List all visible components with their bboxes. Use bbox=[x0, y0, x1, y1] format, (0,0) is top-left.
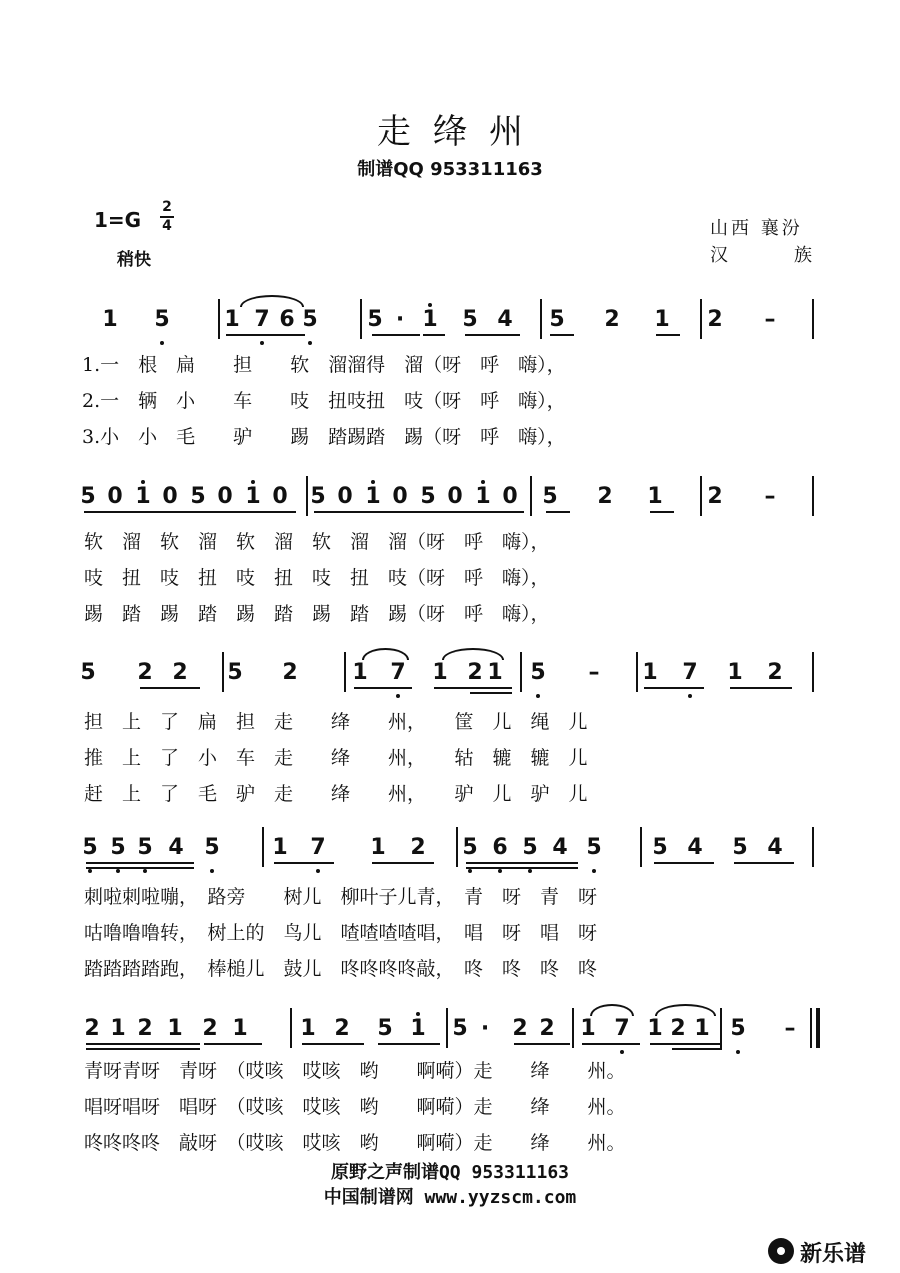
rhythm-underline bbox=[644, 687, 704, 689]
note: 2 bbox=[604, 307, 620, 332]
note: 5 bbox=[82, 835, 98, 860]
rhythm-underline bbox=[354, 687, 412, 689]
note: 7 bbox=[614, 1016, 630, 1041]
note: 1 bbox=[727, 660, 743, 685]
note: 5 bbox=[377, 1016, 393, 1041]
note: 1 bbox=[580, 1016, 596, 1041]
note: 1 bbox=[647, 1016, 663, 1041]
note: 5 bbox=[542, 484, 558, 509]
bar-line bbox=[222, 652, 224, 692]
note: 5 bbox=[204, 835, 220, 860]
note: 2 bbox=[467, 660, 483, 685]
time-signature bbox=[160, 200, 174, 234]
key-signature: 1=G bbox=[94, 208, 142, 232]
slur bbox=[362, 648, 409, 660]
note: 5 bbox=[530, 660, 546, 685]
footer-credit: 原野之声制谱QQ 953311163 bbox=[330, 1162, 570, 1183]
note: 1 bbox=[647, 484, 663, 509]
note: 5 bbox=[80, 484, 96, 509]
low-octave-dot bbox=[688, 694, 692, 698]
note: · bbox=[395, 307, 405, 332]
note: 5 bbox=[80, 660, 96, 685]
bar-line bbox=[360, 299, 362, 339]
note: 0 bbox=[217, 484, 233, 509]
note: 1 bbox=[300, 1016, 316, 1041]
note: – bbox=[764, 307, 776, 332]
lyric-line: 咕噜噜噜转， 树上的 鸟儿 喳喳喳喳唱， 唱 呀 唱 呀 bbox=[84, 922, 598, 944]
note: 1 bbox=[654, 307, 670, 332]
note: 5 bbox=[302, 307, 318, 332]
rhythm-underline bbox=[656, 334, 680, 336]
time-signature-top: 2 bbox=[162, 199, 172, 215]
note: 5 bbox=[462, 307, 478, 332]
note: 5 bbox=[452, 1016, 468, 1041]
bar-line bbox=[446, 1008, 448, 1048]
low-octave-dot bbox=[308, 341, 312, 345]
bar-line bbox=[530, 476, 532, 516]
note: 1 bbox=[245, 484, 261, 509]
rhythm-underline bbox=[730, 687, 792, 689]
note: 2 bbox=[539, 1016, 555, 1041]
note: 5 bbox=[549, 307, 565, 332]
rhythm-underline bbox=[372, 862, 434, 864]
note: 5 bbox=[137, 835, 153, 860]
bar-line bbox=[290, 1008, 292, 1048]
lyric-line: 踢 踏 踢 踏 踢 踏 踢 踏 踢（呀 呼 嗨）， bbox=[84, 603, 550, 625]
note: 1 bbox=[352, 660, 368, 685]
lyric-line: 咚咚咚咚 敲呀 （哎咳 哎咳 哟 啊嗬）走 绛 州。 bbox=[84, 1132, 626, 1154]
rhythm-underline bbox=[654, 862, 714, 864]
bar-line bbox=[262, 827, 264, 867]
rhythm-underline bbox=[465, 334, 520, 336]
origin-ethnicity-right: 族 bbox=[794, 245, 812, 266]
rhythm-underline bbox=[650, 1043, 722, 1045]
low-octave-dot bbox=[536, 694, 540, 698]
note: 2 bbox=[767, 660, 783, 685]
note: 5 bbox=[110, 835, 126, 860]
note: – bbox=[764, 484, 776, 509]
page-subtitle: 制谱QQ 953311163 bbox=[357, 159, 543, 180]
lyric-line: 唱呀唱呀 唱呀 （哎咳 哎咳 哟 啊嗬）走 绛 州。 bbox=[84, 1096, 626, 1118]
note: 1 bbox=[365, 484, 381, 509]
rhythm-underline bbox=[302, 1043, 364, 1045]
slur bbox=[240, 295, 304, 307]
low-octave-dot bbox=[88, 869, 92, 873]
note: 0 bbox=[162, 484, 178, 509]
bar-line bbox=[306, 476, 308, 516]
note: 4 bbox=[552, 835, 568, 860]
note: 2 bbox=[707, 307, 723, 332]
note: 2 bbox=[84, 1016, 100, 1041]
note: 7 bbox=[682, 660, 698, 685]
rhythm-underline bbox=[423, 334, 445, 336]
high-octave-dot bbox=[428, 303, 432, 307]
slur bbox=[590, 1004, 634, 1016]
lyric-line: 1.一 根 扁 担 软 溜溜得 溜（呀 呼 嗨）， bbox=[82, 354, 566, 376]
note: 5 bbox=[652, 835, 668, 860]
bar-line bbox=[700, 476, 702, 516]
note: 1 bbox=[410, 1016, 426, 1041]
lyric-line: 青呀青呀 青呀 （哎咳 哎咳 哟 啊嗬）走 绛 州。 bbox=[84, 1060, 626, 1082]
rhythm-underline bbox=[582, 1043, 640, 1045]
note: 5 bbox=[730, 1016, 746, 1041]
note: 2 bbox=[172, 660, 188, 685]
rhythm-underline bbox=[466, 867, 578, 869]
low-octave-dot bbox=[260, 341, 264, 345]
note: 0 bbox=[392, 484, 408, 509]
note: 0 bbox=[272, 484, 288, 509]
rhythm-underline bbox=[204, 1043, 262, 1045]
origin-ethnicity-left: 汉 bbox=[710, 245, 728, 266]
note: 5 bbox=[367, 307, 383, 332]
note: – bbox=[784, 1016, 796, 1041]
rhythm-underline bbox=[86, 1043, 200, 1045]
low-octave-dot bbox=[210, 869, 214, 873]
site-logo bbox=[768, 1236, 888, 1266]
lyric-line: 刺啦刺啦嘣， 路旁 树儿 柳叶子儿青， 青 呀 青 呀 bbox=[84, 886, 598, 908]
slur bbox=[655, 1004, 716, 1016]
lyric-line: 2.一 辆 小 车 吱 扭吱扭 吱（呀 呼 嗨）， bbox=[82, 390, 566, 412]
bar-line bbox=[344, 652, 346, 692]
rhythm-underline bbox=[466, 862, 578, 864]
bar-line bbox=[812, 476, 814, 516]
rhythm-underline bbox=[86, 867, 194, 869]
rhythm-underline bbox=[514, 1043, 570, 1045]
note: 5 bbox=[586, 835, 602, 860]
note: 5 bbox=[227, 660, 243, 685]
note: 4 bbox=[767, 835, 783, 860]
low-octave-dot bbox=[736, 1050, 740, 1054]
lyric-line: 吱 扭 吱 扭 吱 扭 吱 扭 吱（呀 呼 嗨）， bbox=[84, 567, 550, 589]
bar-line bbox=[520, 652, 522, 692]
music-disc-icon bbox=[768, 1238, 794, 1264]
note: 0 bbox=[337, 484, 353, 509]
bar-line bbox=[720, 1008, 722, 1048]
note: 2 bbox=[512, 1016, 528, 1041]
rhythm-underline bbox=[650, 511, 674, 513]
bar-line bbox=[700, 299, 702, 339]
high-octave-dot bbox=[481, 480, 485, 484]
slur bbox=[442, 648, 504, 660]
high-octave-dot bbox=[416, 1012, 420, 1016]
note: 1 bbox=[642, 660, 658, 685]
note: 2 bbox=[282, 660, 298, 685]
low-octave-dot bbox=[116, 869, 120, 873]
note: 0 bbox=[107, 484, 123, 509]
note: 1 bbox=[487, 660, 503, 685]
note: 5 bbox=[522, 835, 538, 860]
rhythm-underline bbox=[434, 687, 512, 689]
bar-line bbox=[636, 652, 638, 692]
note: 6 bbox=[492, 835, 508, 860]
tempo-marking: 稍快 bbox=[117, 250, 151, 270]
note: 7 bbox=[310, 835, 326, 860]
note: 1 bbox=[135, 484, 151, 509]
high-octave-dot bbox=[141, 480, 145, 484]
note: 5 bbox=[732, 835, 748, 860]
low-octave-dot bbox=[528, 869, 532, 873]
page-title: 走绛州 bbox=[377, 112, 545, 152]
high-octave-dot bbox=[371, 480, 375, 484]
note: 1 bbox=[102, 307, 118, 332]
logo-text: 新乐谱 bbox=[800, 1242, 867, 1267]
time-signature-bottom: 4 bbox=[162, 218, 172, 234]
note: 4 bbox=[687, 835, 703, 860]
note: 4 bbox=[497, 307, 513, 332]
lyric-line: 赶 上 了 毛 驴 走 绛 州， 驴 儿 驴 儿 bbox=[84, 783, 588, 805]
rhythm-underline bbox=[372, 334, 420, 336]
bar-line bbox=[218, 299, 220, 339]
note: 1 bbox=[110, 1016, 126, 1041]
rhythm-underline bbox=[550, 334, 574, 336]
lyric-line: 软 溜 软 溜 软 溜 软 溜 溜（呀 呼 嗨）， bbox=[84, 531, 550, 553]
lyric-line: 3.小 小 毛 驴 踢 踏踢踏 踢（呀 呼 嗨）， bbox=[82, 426, 566, 448]
final-bar-line bbox=[816, 1008, 820, 1048]
low-octave-dot bbox=[143, 869, 147, 873]
rhythm-underline bbox=[314, 511, 524, 513]
footer-website: 中国制谱网 www.yyzscm.com bbox=[323, 1187, 577, 1208]
note: · bbox=[480, 1016, 490, 1041]
note: 1 bbox=[224, 307, 240, 332]
origin-region: 山西 襄汾 bbox=[710, 218, 803, 239]
note: 1 bbox=[232, 1016, 248, 1041]
note: 0 bbox=[502, 484, 518, 509]
rhythm-underline bbox=[470, 692, 512, 694]
note: 2 bbox=[597, 484, 613, 509]
note: 1 bbox=[167, 1016, 183, 1041]
bar-line bbox=[812, 299, 814, 339]
low-octave-dot bbox=[498, 869, 502, 873]
note: 4 bbox=[168, 835, 184, 860]
note: 1 bbox=[422, 307, 438, 332]
rhythm-underline bbox=[274, 862, 334, 864]
note: 5 bbox=[420, 484, 436, 509]
note: 2 bbox=[707, 484, 723, 509]
note: 1 bbox=[432, 660, 448, 685]
bar-line bbox=[456, 827, 458, 867]
low-octave-dot bbox=[396, 694, 400, 698]
note: – bbox=[588, 660, 600, 685]
note: 2 bbox=[137, 660, 153, 685]
low-octave-dot bbox=[316, 869, 320, 873]
rhythm-underline bbox=[546, 511, 570, 513]
note: 2 bbox=[670, 1016, 686, 1041]
note: 6 bbox=[279, 307, 295, 332]
lyric-line: 推 上 了 小 车 走 绛 州， 轱 辘 辘 儿 bbox=[84, 747, 588, 769]
low-octave-dot bbox=[592, 869, 596, 873]
note: 0 bbox=[447, 484, 463, 509]
note: 2 bbox=[137, 1016, 153, 1041]
note: 1 bbox=[475, 484, 491, 509]
note: 5 bbox=[154, 307, 170, 332]
rhythm-underline bbox=[378, 1043, 440, 1045]
bar-line bbox=[540, 299, 542, 339]
note: 5 bbox=[310, 484, 326, 509]
lyric-line: 担 上 了 扁 担 走 绛 州， 筐 儿 绳 儿 bbox=[84, 711, 588, 733]
note: 2 bbox=[334, 1016, 350, 1041]
rhythm-underline bbox=[280, 334, 305, 336]
rhythm-underline bbox=[734, 862, 794, 864]
note: 5 bbox=[462, 835, 478, 860]
note: 7 bbox=[254, 307, 270, 332]
note: 1 bbox=[370, 835, 386, 860]
rhythm-underline bbox=[86, 862, 194, 864]
bar-line bbox=[640, 827, 642, 867]
low-octave-dot bbox=[160, 341, 164, 345]
bar-line bbox=[812, 652, 814, 692]
bar-line bbox=[810, 1008, 812, 1048]
rhythm-underline bbox=[672, 1048, 722, 1050]
note: 2 bbox=[410, 835, 426, 860]
bar-line bbox=[812, 827, 814, 867]
note: 1 bbox=[272, 835, 288, 860]
bar-line bbox=[572, 1008, 574, 1048]
rhythm-underline bbox=[140, 687, 200, 689]
low-octave-dot bbox=[468, 869, 472, 873]
low-octave-dot bbox=[620, 1050, 624, 1054]
high-octave-dot bbox=[251, 480, 255, 484]
note: 1 bbox=[694, 1016, 710, 1041]
note: 2 bbox=[202, 1016, 218, 1041]
rhythm-underline bbox=[86, 1048, 200, 1050]
note: 7 bbox=[390, 660, 406, 685]
rhythm-underline bbox=[84, 511, 296, 513]
note: 5 bbox=[190, 484, 206, 509]
lyric-line: 踏踏踏踏跑， 棒槌儿 鼓儿 咚咚咚咚敲， 咚 咚 咚 咚 bbox=[84, 958, 598, 980]
